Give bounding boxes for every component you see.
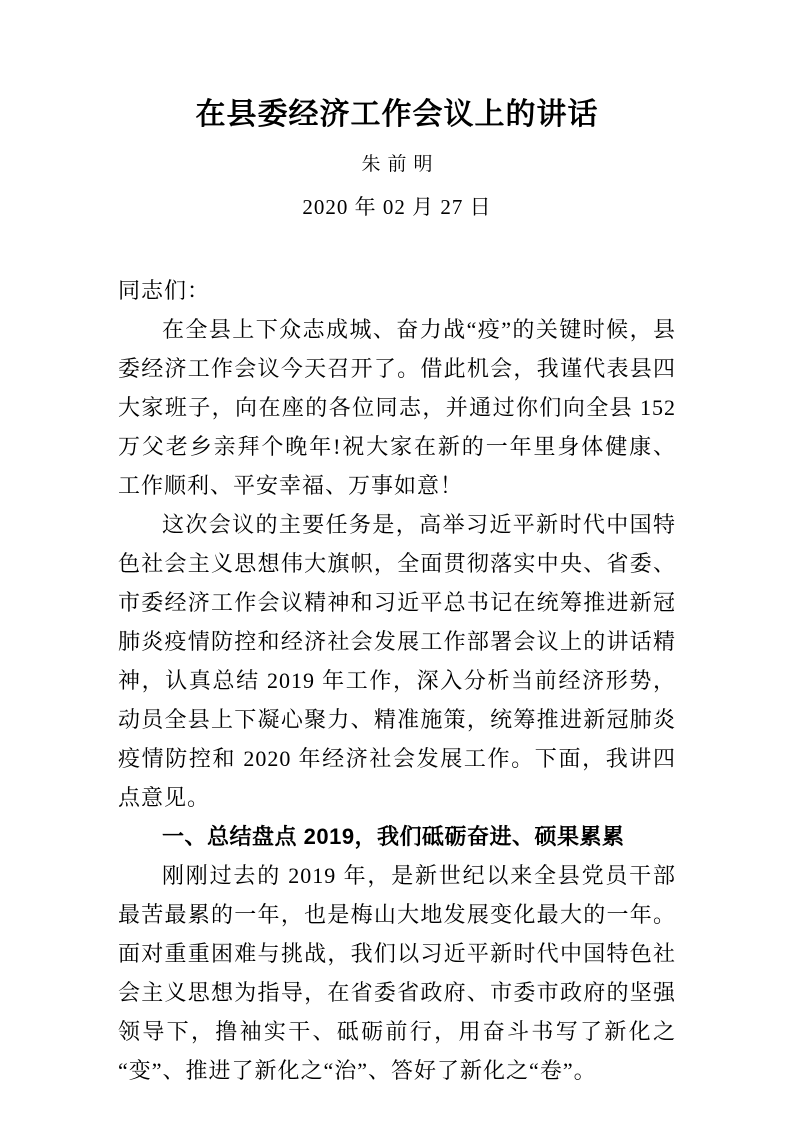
document-body bbox=[118, 271, 676, 1090]
document-title: 在县委经济工作会议上的讲话 bbox=[195, 98, 599, 131]
paragraph-greeting: 在全县上下众志成城、奋力战“疫”的关键时候，县委经济工作会议今天召开了。借此机会，我谨代表县四大家班子，向在座的各位同志，并通过你们向全县 152 万父老乡亲拜个晚年!祝大家在新的一年里身体健康、工作顺利、平安幸福、万事如意！ bbox=[118, 317, 676, 498]
salutation: 同志们： bbox=[118, 278, 211, 303]
document-date: 2020 年 02 月 27 日 bbox=[302, 195, 492, 219]
document-author: 朱前明 bbox=[361, 154, 440, 175]
paragraph-2019-review: 刚刚过去的 2019 年，是新世纪以来全县党员干部最苦最累的一年，也是梅山大地发展变化最大的一年。面对重重困难与挑战，我们以习近平新时代中国特色社会主义思想为指导，在省委省政府、市委市政府的坚强领导下，撸袖实干、砥砺前行，用奋斗书写了新化之“变”、推进了新化之“治”、答好了新化之“卷”。 bbox=[118, 863, 676, 1083]
paragraph-meeting-task: 这次会议的主要任务是，高举习近平新时代中国特色社会主义思想伟大旗帜，全面贯彻落实中央、省委、市委经济工作会议精神和习近平总书记在统筹推进新冠肺炎疫情防控和经济社会发展工作部署会议上的讲话精神，认真总结 2019 年工作，深入分析当前经济形势，动员全县上下凝心聚力、精准施策，统筹推进新冠肺炎疫情防控和 2020 年经济社会发展工作。下面，我讲四点意见。 bbox=[118, 512, 676, 810]
section-heading-1: 一、总结盘点 2019，我们砥砺奋进、硕果累累 bbox=[162, 824, 625, 849]
